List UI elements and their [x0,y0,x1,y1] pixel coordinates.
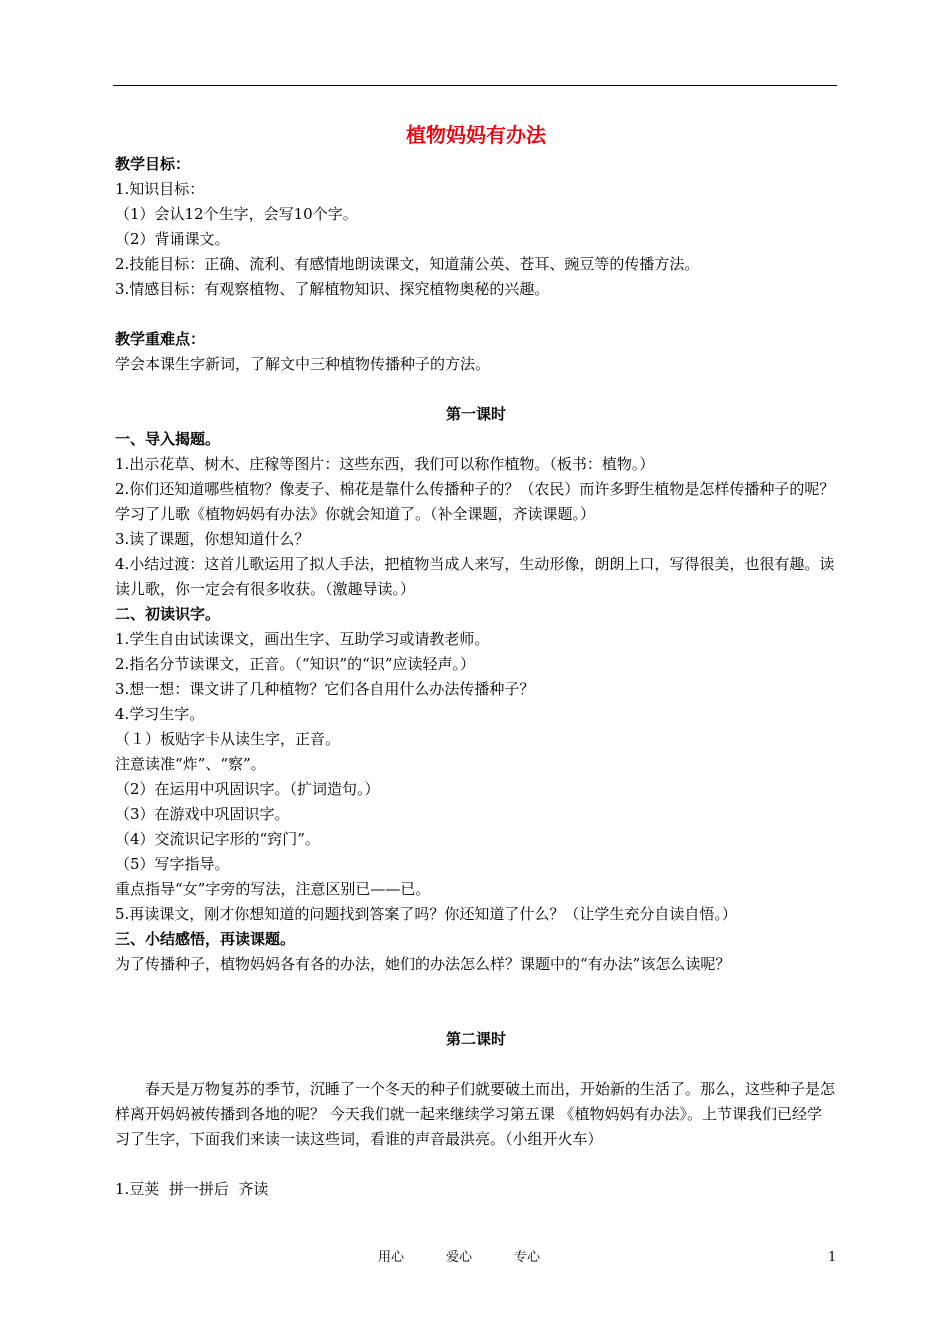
lesson-one-heading: 第一课时 [445,405,506,423]
section-two-line: （１）板贴字卡从读生字，正音。 [115,730,341,748]
goals-heading: 教学目标： [115,155,191,173]
section-two-line: 1.学生自由试读课文，画出生字、互助学习或请教老师。 [115,630,490,648]
footer-motto-word: 专心 [514,1250,541,1265]
lesson-two-item: 1.豆荚 拼一拼后 齐读 [115,1180,269,1198]
key-points-heading: 教学重难点： [115,330,206,348]
page-footer [0,1248,950,1268]
section-two-line: 2.指名分节读课文，正音。（“知识”的“识”应读轻声。） [115,655,475,673]
document-title: 植物妈妈有办法 [406,123,546,147]
section-one-line: 2.你们还知道哪些植物？像麦子、棉花是靠什么传播种子的？（农民）而许多野生植物是怎样传播种子的呢？学习了儿歌《植物妈妈有办法》你就会知道了。（补全课题，齐读课题。） [115,480,835,523]
section-one-line: 4.小结过渡：这首儿歌运用了拟人手法，把植物当成人来写，生动形像，朗朗上口，写得很美，也很有趣。读读儿歌，你一定会有很多收获。（激趣导读。） [115,555,835,598]
section-two-line: 3.想一想：课文讲了几种植物？它们各自用什么办法传播种子？ [115,680,535,698]
section-two-line: （3）在游戏中巩固识字。 [115,805,290,823]
goal-line: 2.技能目标：正确、流利、有感情地朗读课文，知道蒲公英、苍耳、豌豆等的传播方法。 [115,255,700,273]
footer-motto [378,1248,582,1268]
footer-motto-word: 爱心 [446,1250,473,1265]
goal-line: （2）背诵课文。 [115,230,230,248]
section-three-text: 为了传播种子，植物妈妈各有各的办法，她们的办法怎么样？课题中的“有办法”该怎么读呢？ [115,955,731,973]
goal-line: 1.知识目标： [115,180,205,198]
document-body [115,120,837,1202]
key-points-text: 学会本课生字新词，了解文中三种植物传播种子的方法。 [115,355,491,373]
section-two-line: （5）写字指导。 [115,855,230,873]
section-two-line: 5.再读课文，刚才你想知道的问题找到答案了吗？你还知道了什么？（让学生充分自读自悟。） [115,905,737,923]
header-rule [113,85,837,86]
goal-line: 3.情感目标：有观察植物、了解植物知识、探究植物奥秘的兴趣。 [115,280,550,298]
section-two-line: 注意读准“炸”、“察”。 [115,755,266,773]
lesson-two-heading: 第二课时 [445,1030,506,1048]
section-one-line: 1.出示花草、树木、庄稼等图片：这些东西，我们可以称作植物。（板书：植物。） [115,455,655,473]
section-two-line: （4）交流识记字形的“窍门”。 [115,830,320,848]
section-two-line: 重点指导“女”字旁的写法，注意区别已——已。 [115,880,431,898]
section-two-line: 4.学习生字。 [115,705,205,723]
section-two-line: （2）在运用中巩固识字。（扩词造句。） [115,780,380,798]
goal-line: （1）会认12个生字，会写10个字。 [115,205,358,223]
section-three-heading: 三、小结感悟，再读课题。 [115,930,296,948]
lesson-two-paragraph: 春天是万物复苏的季节，沉睡了一个冬天的种子们就要破土而出，开始新的生活了。那么，这些种子是怎样离开妈妈被传播到各地的呢？ 今天我们就一起来继续学习第五课 《植物妈妈有办法》。上节课我们已经学习了生字，下面我们来读一读这些词，看谁的声音最洪亮。（小组开火车） [115,1080,836,1148]
section-one-line: 3.读了课题，你想知道什么？ [115,530,310,548]
footer-motto-word: 用心 [378,1250,405,1265]
page-number: 1 [828,1250,837,1265]
section-two-heading: 二、初读识字。 [115,605,221,623]
section-one-heading: 一、导入揭题。 [115,430,221,448]
